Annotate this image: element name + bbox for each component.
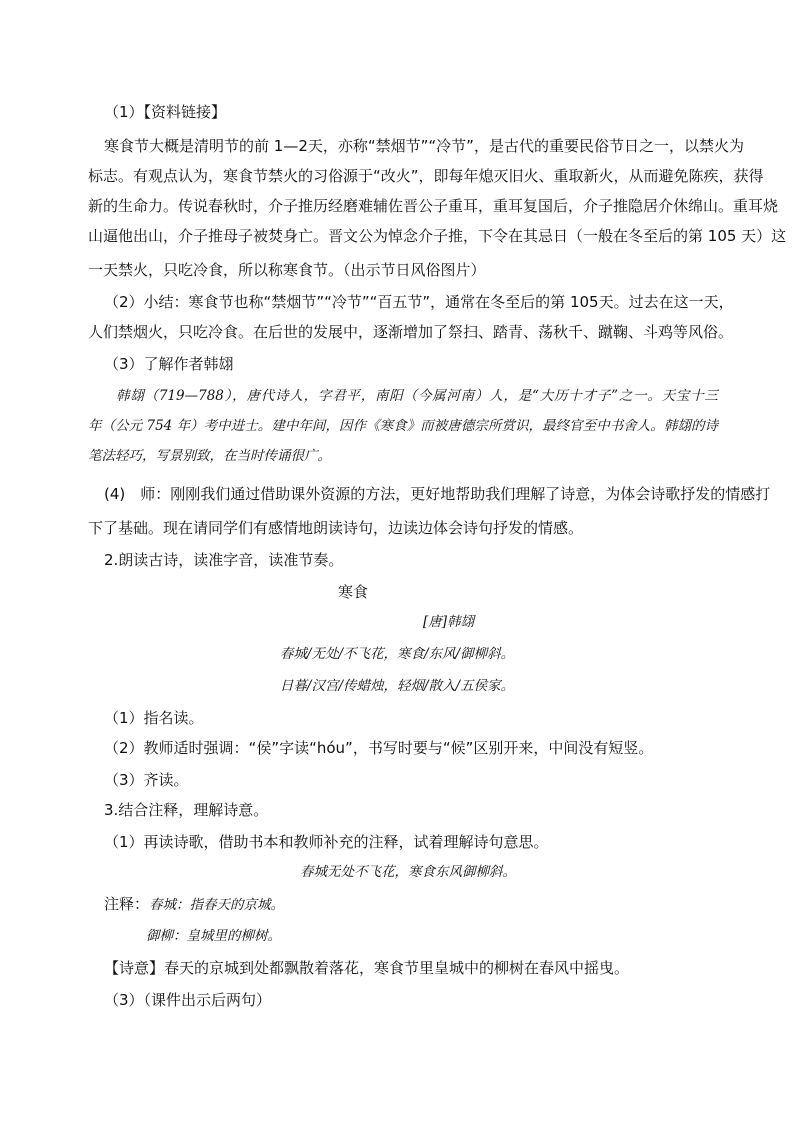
meaning-text: 春天的京城到处都飘散着落花，寒食节里皇城中的柳树在春风中摇曳。 (164, 959, 630, 977)
section1-line-2: 标志。有观点认为，寒食节禁火的习俗源于“改火”，即每年熄灭旧火、重取新火，从而避免陈疾，获得 (88, 167, 764, 185)
poem-line-1: 春城/无处/不飞花，寒食/东风/御柳斜。 (279, 646, 515, 662)
note-1: 春城：指春天的京城。 (149, 897, 285, 913)
step2-item-3: （3）齐读。 (104, 771, 189, 789)
section1-heading: （1）【资料链接】 (104, 103, 227, 121)
poem-title: 寒食 (338, 583, 369, 601)
verse-line: 春城无处不飞花，寒食东风御柳斜。 (300, 864, 516, 880)
section2-line-2: 人们禁烟火，只吃冷食。在后世的发展中，逐渐增加了祭扫、踏青、荡秋千、蹴鞠、斗鸡等风俗。 (88, 323, 734, 341)
meaning-label: 【诗意】 (104, 959, 165, 977)
author-bio-line-1: 韩翃（719—788），唐代诗人，字君平，南阳（今属河南）人，是“大历十才子”之一。天宝十三 (116, 388, 718, 404)
meaning-row (104, 958, 629, 978)
section1-line-3: 新的生命力。传说春秋时，介子推历经磨难辅佐晋公子重耳，重耳复国后，介子推隐居介休绵山。重耳烧 (88, 197, 779, 215)
step2-item-2: （2）教师适时强调：“侯”字读“hóu”，书写时要与“候”区别开来，中间没有短竖。 (104, 739, 654, 757)
poem-author: [唐]韩翃 (423, 614, 475, 630)
section1-line-1: 寒食节大概是清明节的前 1—2天，亦称“禁烟节”“冷节”，是古代的重要民俗节日之一，以禁火为 (104, 137, 744, 155)
step2-item-1: （1）指名读。 (104, 709, 204, 727)
section2-line-1: （2）小结：寒食节也称“禁烟节”“冷节”“百五节”，通常在冬至后的第 105天。过去在这一天， (104, 293, 734, 311)
section1-line-4: 山逼他出山，介子推母子被焚身亡。晋文公为悼念介子推，下令在其忌日（一般在冬至后的第 105 天）这 (88, 227, 787, 245)
section1-line-5: 一天禁火，只吃冷食，所以称寒食节。（出示节日风俗图片） (88, 261, 486, 279)
section3-heading: （3）了解作者韩翃 (104, 355, 234, 373)
step2-heading: 2.朗读古诗，读准字音，读准节奏。 (104, 551, 344, 569)
step3-item-3: （3）（课件出示后两句） (104, 991, 272, 1009)
note-label: 注释： (104, 895, 150, 913)
step3-heading: 3.结合注释，理解诗意。 (104, 801, 269, 819)
author-bio-line-3: 笔法轻巧，写景别致，在当时传诵很广。 (88, 448, 331, 464)
section4-line-1: (4) 师：刚刚我们通过借助课外资源的方法，更好地帮助我们理解了诗意，为体会诗歌抒发的情感打 (104, 485, 771, 503)
note-row-1 (104, 894, 284, 915)
poem-line-2: 日暮/汉宫/传蜡烛，轻烟/散入/五侯家。 (279, 678, 515, 694)
section4-line-2: 下了基础。现在请同学们有感情地朗读诗句，边读边体会诗句抒发的情感。 (88, 519, 584, 537)
note-2: 御柳：皇城里的柳树。 (146, 928, 281, 944)
author-bio-line-2: 年（公元 754 年）考中进士。建中年间，因作《寒食》而被唐德宗所赏识，最终官至中书舍人。韩翃的诗 (88, 418, 718, 434)
step3-item-1: （1）再读诗歌，借助书本和教师补充的注释，试着理解诗句意思。 (104, 833, 549, 851)
